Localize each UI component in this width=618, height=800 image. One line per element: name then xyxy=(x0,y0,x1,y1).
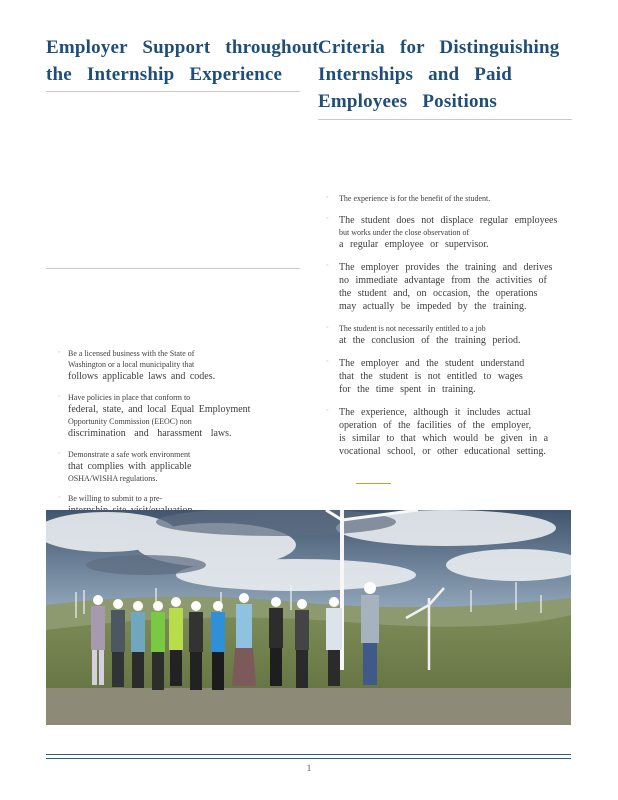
list-item-text-line: ◦ The student does not displace regular employees xyxy=(339,215,558,226)
group-photo xyxy=(46,510,571,725)
list-item-text-line: ◦ Be willing to submit to a pre- xyxy=(68,494,163,503)
list-item-text-line: discrimination and harassment laws. xyxy=(68,428,232,439)
list-item-text-line: Washington or a local municipality that xyxy=(68,360,195,369)
page-number: 1 xyxy=(306,763,312,773)
employer-support-item xyxy=(58,449,288,484)
footer-rule-top xyxy=(46,754,571,755)
left-heading xyxy=(46,34,319,88)
list-item-text-line: no immediate advantage from the activities of xyxy=(339,275,547,286)
right-heading-rule xyxy=(318,119,572,120)
list-item-text-line: ◦ Be a licensed business with the State of xyxy=(68,349,195,358)
left-section-rule xyxy=(46,268,300,269)
internship-criteria-item xyxy=(326,261,558,313)
list-item-text-line: ◦ Have policies in place that conform to xyxy=(68,393,191,402)
list-item-text-line: ◦ The employer provides the training and derives xyxy=(339,262,553,273)
list-item-text-line: the student and, on occasion, the operations xyxy=(339,288,538,299)
accent-divider xyxy=(356,483,391,484)
internship-criteria-item xyxy=(326,193,558,204)
list-item-text-line: ◦ The experience is for the benefit of the student. xyxy=(339,194,491,203)
employer-support-list xyxy=(58,348,288,526)
wind-farm-group-photo xyxy=(46,510,571,725)
internship-criteria-list xyxy=(326,193,558,468)
employer-support-item xyxy=(58,348,288,383)
list-item-text-line: may actually be impeded by the training. xyxy=(339,301,527,312)
internship-criteria-item xyxy=(326,357,558,396)
list-item-text-line: a regular employee or supervisor. xyxy=(339,239,489,250)
list-item-text-line: OSHA/WISHA regulations. xyxy=(68,474,158,483)
left-heading-line-2: the Internship Experience xyxy=(46,64,283,85)
right-heading-line-2: Internships and Paid xyxy=(318,64,513,85)
list-item-text-line: is similar to that which would be given in a xyxy=(339,433,549,444)
list-item-text-line: that the student is not entitled to wages xyxy=(339,371,523,382)
list-item-text-line: at the conclusion of the training period. xyxy=(339,335,521,346)
list-item-text-line: but works under the close observation of xyxy=(339,228,470,237)
list-item-text-line: ◦ The student is not necessarily entitled to a job xyxy=(339,324,486,333)
right-heading-line-3: Employees Positions xyxy=(318,91,498,112)
left-heading-rule xyxy=(46,91,300,92)
list-item-text-line: that complies with applicable xyxy=(68,461,192,472)
list-item-text-line: vocational school, or other educational setting. xyxy=(339,446,546,457)
list-item-text-line: operation of the facilities of the employer, xyxy=(339,420,532,431)
right-heading xyxy=(318,34,559,115)
list-item-text-line: federal, state, and local Equal Employment xyxy=(68,404,251,415)
right-heading-line-1: Criteria for Distinguishing xyxy=(318,37,560,58)
footer-rule-bottom xyxy=(46,758,571,759)
list-item-text-line: Opportunity Commission (EEOC) non xyxy=(68,417,192,426)
internship-criteria-item xyxy=(326,406,558,458)
list-item-text-line: ◦ Demonstrate a safe work environment xyxy=(68,450,191,459)
employer-support-item xyxy=(58,392,288,440)
left-heading-line-1: Employer Support throughout xyxy=(46,37,319,58)
internship-criteria-item xyxy=(326,214,558,251)
list-item-text-line: follows applicable laws and codes. xyxy=(68,371,216,382)
internship-criteria-item xyxy=(326,323,558,347)
list-item-text-line: for the time spent in training. xyxy=(339,384,476,395)
list-item-text-line: ◦ The employer and the student understand xyxy=(339,358,525,369)
list-item-text-line: ◦ The experience, although it includes actual xyxy=(339,407,531,418)
